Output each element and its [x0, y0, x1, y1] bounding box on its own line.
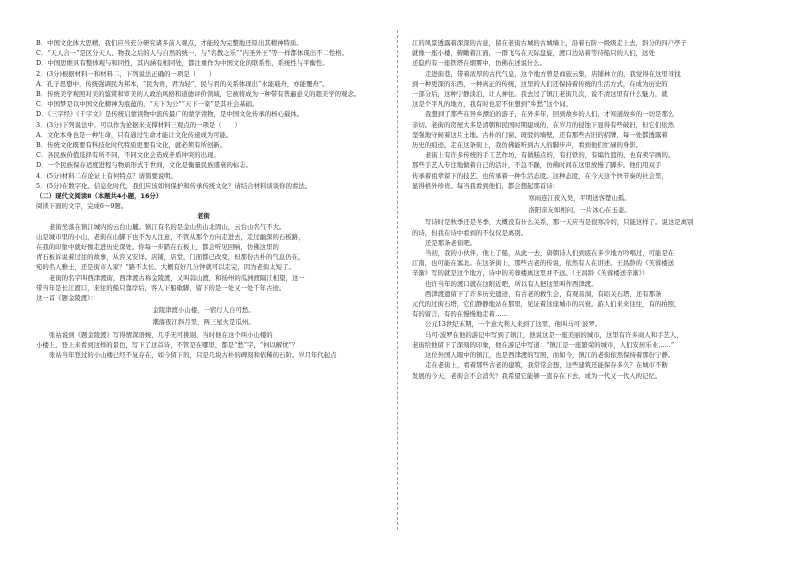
text-line: 就像一座小楼，俯瞰着江面，一群飞鸟在天际盘旋，渡口边站着等待船只的人们，远处 — [412, 49, 655, 58]
text-line: 老街的名字叫西津渡街，西津渡古称金陵渡，又叫蒜山渡，和扬州的瓜洲渡隔江相望，这一 — [49, 273, 305, 282]
text-line: 5．(5分)在数字化、信息化时代，我们应该如何保护和传承传统文化？请结合材料谈谈你的看法。 — [36, 181, 312, 190]
text-line: 4．(5分)材料二在论证上有何特点？请简要说明。 — [36, 171, 177, 180]
text-line: 江南，也可能在塞北。在这条街上，那些古老的传说，依然有人在讲述。王昌龄的《芙蓉楼送 — [412, 259, 675, 268]
text-line: 走在老街上，看着那些古老的建筑，我常常会想，这些建筑还能保存多久？在城市不断 — [425, 361, 668, 370]
text-line: 西津渡遗留下了许多历史遗迹，有古老的救生会，有观音洞，有昭关石塔，还有那条 — [425, 289, 662, 298]
text-line: 老街上有许多传统的手工艺作坊，有做糕点的，有打铁的，有编竹篮的，也有卖字画的。 — [425, 151, 675, 160]
text-line: 还隐约有一座铁塔在烟雾中，仿佛在述说什么。 — [412, 59, 547, 68]
text-line: 在我的印象中就好像走进历史深处。你每一步踏在石板上，都会听见回响，仿佛这里的 — [36, 243, 279, 252]
text-line: 这是个平凡的地方，我有时也忍不住想到“乡愁”这个词。 — [412, 100, 572, 109]
text-line: 这位外国人眼中的镇江，也是西津渡的写照，而如今，镇江的老街依然保持着那份宁静。 — [425, 351, 675, 360]
text-line: C．中国梦是以中国文化精神为底蕴的，“天下为公”“天下一家”是其社会基础。 — [36, 100, 259, 109]
text-line: 写诗时是秋季还是冬季，大概没有什么关系，那一天应当是很寒冷的，只能这样了。说这是离别 — [425, 218, 694, 227]
text-line: D．《三字经》《千字文》是传统启蒙读物中流传最广的蒙学读物，是中国文化传承的核心载体。 — [36, 110, 304, 119]
text-line: 公元13世纪末期，一个意大利人来到了这里，他叫马可·波罗。 — [425, 320, 602, 329]
text-line: 小楼上，登上来看到这样的景色，写下了这首诗，不管是在哪里，都是“愁”字，“何以解忧”？ — [36, 340, 299, 349]
right-column — [412, 38, 747, 381]
text-line: 马可·波罗在他的游记中写到了镇江，他说这是一座美丽的城市，这里有许多商人和手艺人， — [425, 330, 683, 339]
text-line: 带当年是长江渡口，来往的船只靠岸后，客人下船歇脚，留下的是一处又一处千年古迹。 — [36, 283, 286, 292]
text-line: 老街坐落在镇江城内的云台山麓。镇江有名的是金山焦山北固山，云台山名气不大。 — [49, 222, 286, 231]
text-line: 辛渐》写的就是这个地方，诗中的芙蓉楼离这里并不远。（王昌龄《芙蓉楼送辛渐》） — [412, 269, 649, 278]
text-line: 张祜说到《题金陵渡》写得情深语婉，几乎无可挑剔，当时他在这个叫小山楼的 — [49, 330, 273, 339]
text-line: 亲切。老街的房屋大多是清朝和民国时期建成的，在岁月的侵蚀下显得有些破旧，但它们依然 — [412, 120, 675, 129]
text-line: 还是那条老街吧。 — [425, 238, 477, 247]
text-line: 显得格外珍贵。每当我看到他们，都会想起那首诗： — [412, 181, 559, 190]
text-line: 我想到了那些在异乡漂泊的游子，在外多年，回到故乡的人们，才知道故乡的一切是那么 — [425, 110, 675, 119]
text-line: 发展的今天，老街会不会消失？我希望它能够一直存在下去，成为一代又一代人的记忆。 — [412, 371, 662, 380]
text-line: 传承着祖辈留下的技艺，也传承着一种生活态度。这种态度，在今天这个快节奏的社会里， — [412, 171, 668, 180]
text-line: 历史的痕迹。走在这条街上，我仿佛能听到古人的脚步声，看到他们忙碌的身影。 — [412, 141, 643, 150]
text-line: 当初，我的小伙伴，他上了船，从此一去，唐朝诗人们到底在多少地方吟唱过，可能是在 — [425, 249, 675, 258]
text-line: 老街给他留下了深刻的印象，他在游记中写道：“镇江是一座繁荣的城市，人们安居乐业……” — [412, 340, 675, 349]
text-line: 坚强地守候着这片土地。古朴的门窗，斑驳的墙壁，还有那些古旧的招牌，每一处都透露着 — [412, 130, 668, 139]
text-line: 宛的名人雅士，还是街市人家？”路不太长。大概有好几分钟就可以走完，因为老街太短了。 — [36, 263, 295, 272]
left-column — [36, 38, 371, 360]
text-line: 这一首《题金陵渡》： — [36, 294, 97, 303]
poem-line: 洛阳亲友如相问，一片冰心在玉壶。 — [528, 206, 631, 215]
text-line: B．传统美学观照对美的鉴赏和审美的人政治风格和道德评价领域，它被将成为一种带有普遍意义的超美学的观念。 — [36, 90, 361, 99]
text-line: B．中国文化体大思精，我们应当充分研究诸多前人观点，才能较为完整地还原出其精神特质。 — [36, 39, 303, 47]
text-line: D．中国思维具有整体观与和同性，其内涵有相同处，都注重作为中国文化的联系性、系统性与平衡性。 — [36, 59, 329, 68]
text-line: D．一个民族保存适度进程与物质形式于世间，文化是衡量民族盛衰的标志。 — [36, 161, 253, 170]
text-line: 有的留言，有的在慢慢地走着…… — [412, 310, 508, 319]
text-line: 青石板诉说着过往的故事，从容又安详。店铺，店堂，门面都已改变，但那份古朴的气息仍在， — [36, 253, 305, 262]
text-line: 走进街巷，带着浓厚的古代气息，这个地方曾是商旅云集，店铺林立的，我觉得在这里寻找 — [425, 69, 681, 78]
text-line: A．文化本身也是一种生命，只有通过生命才能让文化传递成为可能。 — [36, 130, 233, 139]
text-line: 元代的过街石塔，它们静静地站在那里，见证着这座城市的兴衰。游人们来来往往，有的拍照， — [412, 300, 681, 309]
text-line: （二）现代文阅读Ⅱ（本题共4小题，16分） — [36, 192, 163, 201]
poem-line: 潮落夜江斜月里，两三星火是瓜州。 — [152, 318, 255, 327]
text-line: 老街 — [197, 212, 210, 221]
text-line: A．孔子思想中，传统强调民为邦本，“民为贵，君为轻”，民与君的关系体现出“水能载舟，亦能覆舟”。 — [36, 79, 329, 88]
poem-line: 金陵津渡小山楼，一宿行人自可愁。 — [152, 306, 255, 315]
text-line: C．“天人合一”是区分天人、物我之后的人与自然的统一，与“名教之乐”“内圣外王”等一样都体现出不二性格。 — [36, 49, 349, 58]
text-line: 的诗，但我在诗中看到的不仅仅是离别。 — [412, 228, 528, 237]
text-line: 山是城市里的小山，老街在山脚下也不为人注意，不管从那个方向走进去，走过幽深的石板路， — [36, 232, 305, 241]
text-line: 张祜当年登过的小山楼已经不复存在，如今留下的，只是几块古朴的碑刻和依稀的石阶。岁月年代起点 — [49, 351, 337, 360]
text-line: 2．(3分)根据材料一和材料二，下列说法正确的一项是（ ） — [36, 69, 216, 78]
poem-line: 寒雨连江夜入吴，平明送客楚山孤。 — [528, 194, 631, 203]
text-line: 也许当年的渡口就在这附近吧，所以有人把这里叫作西津渡。 — [425, 279, 598, 288]
text-line: 3．(3分)下列说法中，可以作为论据来支撑材料三观点的一项是（ ） — [36, 120, 241, 129]
text-line: C．各民族价值选择有所不同，不同文化会造成矛盾冲突的出现。 — [36, 151, 220, 160]
text-line: 那些手艺人专注地做着自己的活计，不急不躁，仿佛时间在这里放慢了脚步。他们用双手 — [412, 161, 662, 170]
text-line: 江的风景透露着深深的古意，留在老街古城的古城墙上，沿着石阶一级级走上去，斜分的四户亭子 — [412, 39, 687, 47]
text-line: 到一种更深的东西，一种真正的传统，这里的人们还保持着传统的生活方式，在成为历史的 — [412, 79, 668, 88]
text-line: 一部分后，这种宁静淡泊，让人神往。我去过了镇江老街几次，说不清这里有什么魅力，就 — [412, 90, 668, 99]
column-divider — [397, 30, 399, 530]
text-line: B．传统文化既要有科技化时代特质更要有文化，就必须有所创新。 — [36, 141, 227, 150]
text-line: 阅读下面的文字，完成6～9题。 — [36, 202, 128, 211]
